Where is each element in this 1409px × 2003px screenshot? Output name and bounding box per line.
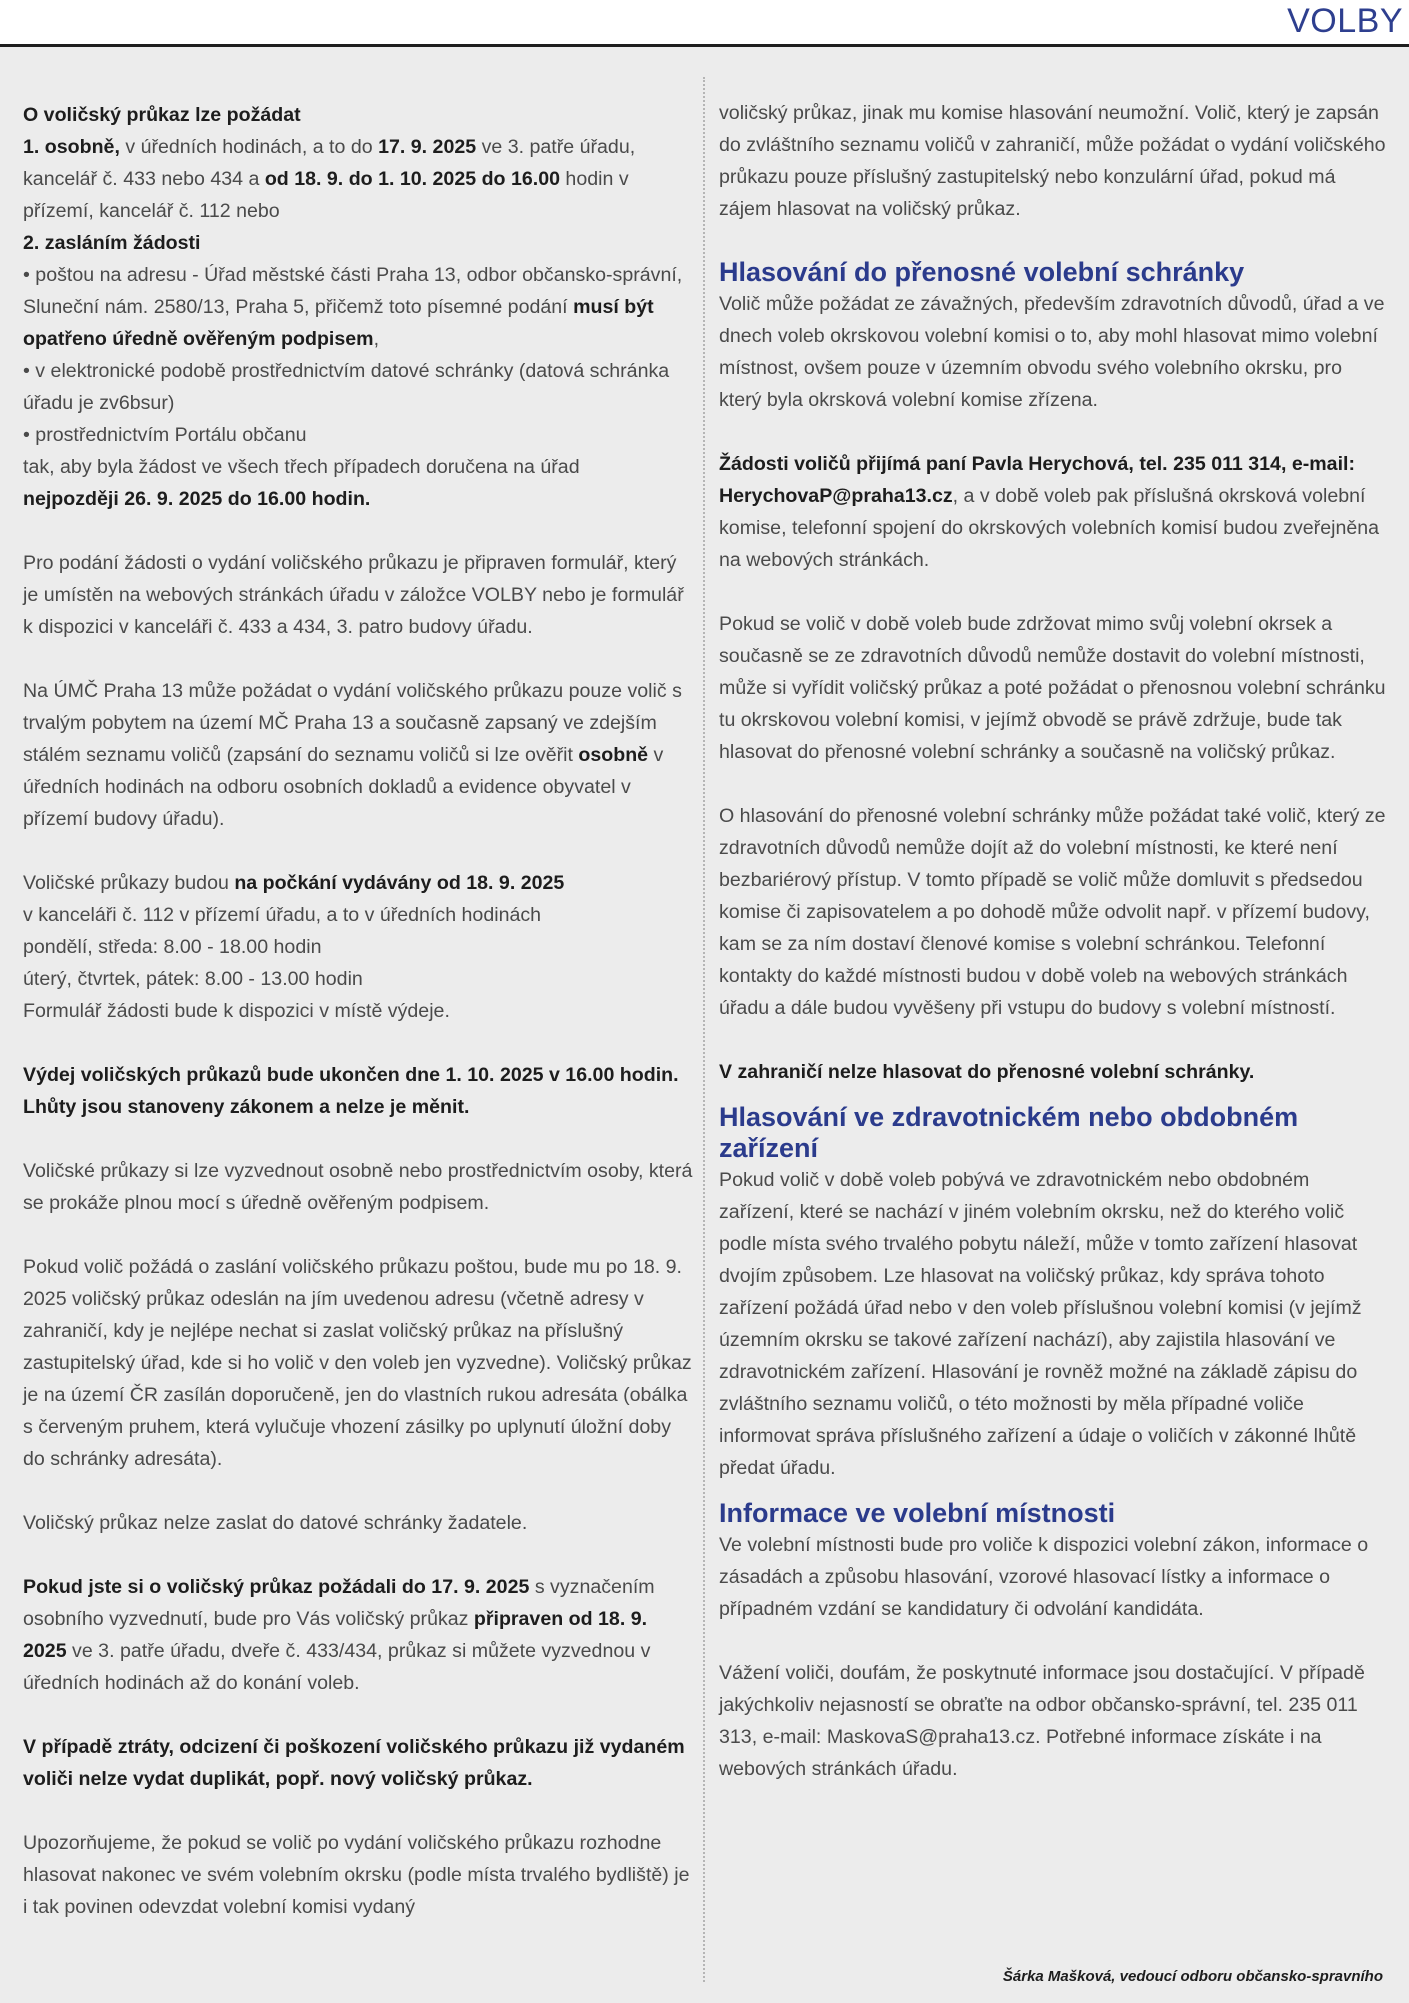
deadline: nejpozději 26. 9. 2025 do 16.00 hodin.: [23, 488, 371, 510]
paragraph-contact: Žádosti voličů přijímá paní Pavla Herychová, tel. 235 011 314, e-mail: HerychovaP@praha13.cz, a v době voleb pak příslušná okrsková volební komise, telefonní spojení do okrskových volebních komisí budou zveřejněna na webových stránkách.: [719, 453, 1380, 571]
heading-request: O voličský průkaz lze požádat: [23, 104, 301, 126]
heading-polling-room-info: Informace ve volební místnosti: [719, 1498, 1116, 1528]
header: [0, 0, 1409, 47]
right-column: [719, 97, 1387, 1785]
bullet-post: • poštou na adresu - Úřad městské části Praha 13, odbor občansko-správní, Sluneční nám. 2580/13, Praha 5, přičemž toto písemné podání musí být opatřeno úředně ověřeným podpisem,: [23, 264, 683, 350]
option-in-person: 1. osobně, v úředních hodinách, a to do 17. 9. 2025 ve 3. patře úřadu, kancelář č. 433 nebo 434 a od 18. 9. do 1. 10. 2025 do 16.00 hodin v přízemí, kancelář č. 112 nebo: [23, 136, 636, 222]
paragraph-prepared: Pokud jste si o voličský průkaz požádali do 17. 9. 2025 s vyznačením osobního vyzvednutí, bude pro Vás voličský průkaz připraven od 18. 9. 2025 ve 3. patře úřadu, dveře č. 433/434, průkaz si můžete vyzvednou v úředních hodinách až do konání voleb.: [23, 1576, 655, 1694]
bullet-data-box: • v elektronické podobě prostřednictvím datové schránky (datová schránka úřadu je zv6bsur): [23, 360, 670, 414]
paragraph-closing: Vážení voliči, doufám, že poskytnuté informace jsou dostačující. V případě jakýchkoliv nejasností se obraťte na odbor občansko-správní, tel. 235 011 313, e-mail: MaskovaS@praha13.cz. Potřebné informace získáte i na webových stránkách úřadu.: [719, 1662, 1365, 1780]
paragraph-form: Pro podání žádosti o vydání voličského průkazu je připraven formulář, který je umístěn na webových stránkách úřadu v záložce VOLBY nebo je formulář k dispozici v kanceláři č. 433 a 434, 3. patro budovy úřadu.: [23, 552, 684, 638]
paragraph-post-delivery: Pokud volič požádá o zaslání voličského průkazu poštou, bude mu po 18. 9. 2025 voličský průkaz odeslán na jím uvedenou adresu (včetně adresy v zahraničí, kdy je nejlépe nechat si zaslat voličský průkaz na příslušný zastupitelský úřad, kde si ho volič v den voleb jen vyzvedne). Voličský průkaz je na území ČR zasílán doporučeně, jen do vlastních rukou adresáta (obálka s červeným pruhem, která vylučuje vhození zásilky po uplynutí úložní doby do schránky adresáta).: [23, 1256, 692, 1470]
paragraph-barrier: O hlasování do přenosné volební schránky může požádat také volič, který ze zdravotních důvodů nemůže dojít až do volební místnosti, ke které není bezbariérový přístup. V tomto případě se volič může domluvit s předsedou komise či zapisovatelem a po dohodě může odvolit např. v přízemí budovy, kam se za ním dostaví členové komise s volební schránkou. Telefonní kontakty do každé místnosti budou v době voleb na webových stránkách úřadu a dále budou vyvěšeny při vstupu do budovy s volební místností.: [719, 805, 1386, 1019]
paragraph-how-to-request: [23, 99, 695, 515]
left-column: [23, 99, 695, 1923]
paragraph-abroad: V zahraničí nelze hlasovat do přenosné volební schránky.: [719, 1061, 1255, 1083]
heading-medical-facility: Hlasování ve zdravotnickém nebo obdobném zařízení: [719, 1102, 1299, 1163]
paragraph-issuance: Voličské průkazy budou na počkání vydávány od 18. 9. 2025 v kanceláři č. 112 v přízemí úřadu, a to v úředních hodinách pondělí, středa: 8.00 - 18.00 hodin úterý, čtvrtek, pátek: 8.00 - 13.00 hodin Formulář žádosti bude k dispozici v místě výdeje.: [23, 872, 565, 1022]
paragraph-portable-request: Volič může požádat ze závažných, především zdravotních důvodů, úřad a ve dnech voleb okrskovou volební komisi o to, aby mohl hlasovat mimo volební místnost, ovšem pouze v územním obvodu svého volebního okrsku, pro který byla okrsková volební komise zřízena.: [719, 293, 1385, 411]
article-body: [0, 47, 1409, 2003]
paragraph-pickup: Voličské průkazy si lze vyzvednout osobně nebo prostřednictvím osoby, která se prokáže plnou mocí s úředně ověřeným podpisem.: [23, 1160, 693, 1214]
section-title: VOLBY: [1287, 2, 1403, 40]
paragraph-medical: Pokud volič v době voleb pobývá ve zdravotnickém nebo obdobném zařízení, které se nachází v jiném volebním okrsku, než do kterého volič podle místa svého trvalého pobytu náleží, může v tomto zařízení hlasovat dvojím způsobem. Lze hlasovat na voličský průkaz, kdy správa tohoto zařízení požádá úřad nebo v den voleb příslušnou volební komisi (v jejímž územním okrsku se takové zařízení nachází), aby zajistila hlasování ve zdravotnickém zařízení. Hlasování je rovněž možné na základě zápisu do zvláštního seznamu voličů, o této možnosti by měla případné voliče informovat správa příslušného zařízení a údaje o voličích v zákonné lhůtě předat úřadu.: [719, 1169, 1362, 1479]
heading-portable-box: Hlasování do přenosné volební schránky: [719, 257, 1245, 287]
delivery-note: tak, aby byla žádost ve všech třech případech doručena na úřad: [23, 456, 580, 478]
paragraph-outside-district: Pokud se volič v době voleb bude zdržovat mimo svůj volební okrsek a současně se ze zdravotních důvodů nemůže dostavit do volební místnosti, může si vyřídit voličský průkaz a poté požádat o přenosnou volební schránku tu okrskovou volební komisi, v jejímž obvodě se právě zdržuje, bude tak hlasovat do přenosné volební schránky a současně na voličský průkaz.: [719, 613, 1386, 763]
paragraph-end-of-issuance: Výdej voličských průkazů bude ukončen dne 1. 10. 2025 v 16.00 hodin. Lhůty jsou stanoveny zákonem a nelze je měnit.: [23, 1064, 679, 1118]
bullet-portal: • prostřednictvím Portálu občanu: [23, 424, 307, 446]
paragraph-eligibility: Na ÚMČ Praha 13 může požádat o vydání voličského průkazu pouze volič s trvalým pobytem na území MČ Praha 13 a současně zapsaný ve zdejším stálém seznamu voličů (zapsání do seznamu voličů si lze ověřit osobně v úředních hodinách na odboru osobních dokladů a evidence obyvatel v přízemí budovy úřadu).: [23, 680, 682, 830]
paragraph-no-data-box: Voličský průkaz nelze zaslat do datové schránky žadatele.: [23, 1512, 528, 1534]
paragraph-notice: Upozorňujeme, že pokud se volič po vydání voličského průkazu rozhodne hlasovat nakonec ve svém volebním okrsku (podle místa trvalého bydliště) je i tak povinen odevzdat volební komisi vydaný: [23, 1832, 690, 1918]
signature: Šárka Mašková, vedoucí odboru občansko-spravního: [1002, 1968, 1383, 1985]
paragraph-loss: V případě ztráty, odcizení či poškození voličského průkazu již vydaném voliči nelze vydat duplikát, popř. nový voličský průkaz.: [23, 1736, 685, 1790]
paragraph-continuation: voličský průkaz, jinak mu komise hlasování neumožní. Volič, který je zapsán do zvláštního seznamu voličů v zahraničí, může požádat o vydání voličského průkazu pouze příslušný zastupitelský nebo konzulární úřad, pokud má zájem hlasovat na voličský průkaz.: [719, 102, 1386, 220]
column-divider: [703, 77, 705, 1982]
paragraph-polling-room: Ve volební místnosti bude pro voliče k dispozici volební zákon, informace o zásadách a způsobu hlasování, vzorové hlasovací lístky a informace o případném vzdání se kandidatury či odvolání kandidáta.: [719, 1534, 1369, 1620]
option-by-request: 2. zasláním žádosti: [23, 232, 201, 254]
